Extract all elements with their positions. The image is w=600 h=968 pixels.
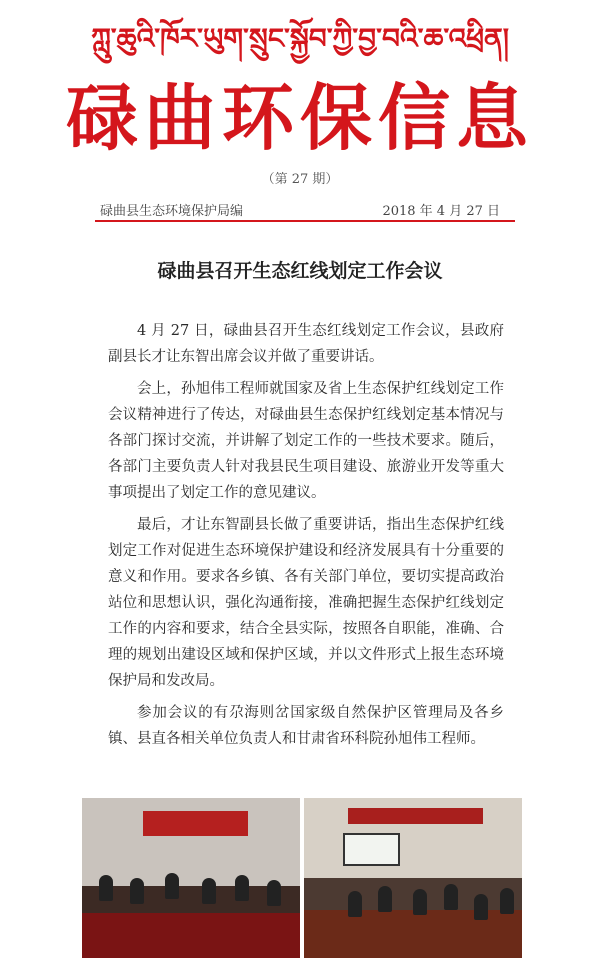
meeting-photos (82, 798, 522, 958)
issue-number: （第 27 期） (261, 172, 339, 187)
meeting-photo-right (304, 798, 522, 958)
divider-rule (95, 220, 515, 222)
masthead-title: 碌曲环保信息 (65, 76, 534, 160)
tibetan-title: ཀླུ་ཆུའི་ཁོར་ཡུག་སྲུང་སྐྱོབ་ཀྱི་བྱ་བའི་ཆ་འཕྲིན། (91, 22, 509, 55)
paragraph-4: 参加会议的有尕海则岔国家级自然保护区管理局及各乡镇、县直各相关单位负责人和甘肃省环科院孙旭伟工程师。 (108, 705, 504, 747)
paragraph-1: 4 月 27 日，碌曲县召开生态红线划定工作会议，县政府副县长才让东智出席会议并做了重要讲话。 (108, 323, 504, 365)
paragraph-3: 最后，才让东智副县长做了重要讲话，指出生态保护红线划定工作对促进生态环境保护建设和经济发展具有十分重要的意义和作用。要求各乡镇、各有关部门单位，要切实提高政治站位和思想认识，强化沟通衔接，准确把握生态保护红线划定工作的内容和要求，结合全县实际，按照各自职能，准确、合理的规划出建设区域和保护区域，并以文件形式上报生态环境保护局和发改局。 (108, 517, 504, 689)
publisher: 碌曲县生态环境保护局编 (100, 204, 244, 219)
article-body (108, 318, 504, 758)
meeting-photo-left (82, 798, 300, 958)
article-headline: 碌曲县召开生态红线划定工作会议 (157, 260, 443, 282)
publish-date: 2018 年 4 月 27 日 (382, 204, 500, 219)
paragraph-2: 会上，孙旭伟工程师就国家及省上生态保护红线划定工作会议精神进行了传达，对碌曲县生态保护红线划定基本情况与各部门探讨交流，并讲解了划定工作的一些技术要求。随后，各部门主要负责人针对我县民生项目建设、旅游业开发等重大事项提出了划定工作的意见建议。 (108, 381, 504, 501)
